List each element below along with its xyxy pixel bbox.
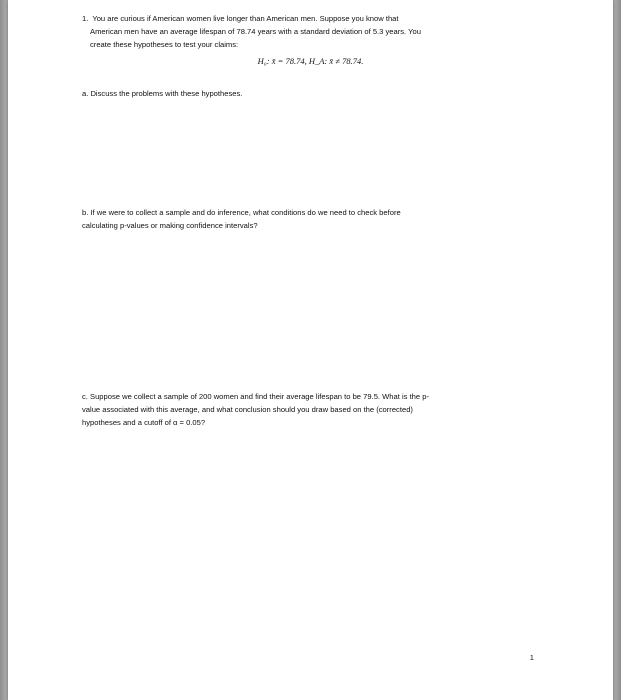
question-1-line-3: create these hypotheses to test your claims:: [90, 40, 239, 49]
question-c-line-3: hypotheses and a cutoff of α = 0.05?: [82, 418, 206, 427]
question-1-number: 1.: [82, 14, 89, 23]
question-1-line-2: American men have an average lifespan of 78.74 years with a standard deviation of 5.3 years. You: [90, 27, 421, 36]
question-1: [82, 12, 532, 51]
hypotheses-equation: H₀: x̄ = 78.74, H_A: x̄ ≠ 78.74.: [257, 56, 364, 66]
question-1-text: You are curious if American women live longer than American men. Suppose you know that: [92, 14, 399, 23]
question-c: [82, 390, 552, 429]
question-b-line-2: calculating p-values or making confidence intervals?: [82, 221, 258, 230]
question-c-line-2: value associated with this average, and what conclusion should you draw based on the (corrected): [82, 405, 413, 414]
question-c-line-1: c. Suppose we collect a sample of 200 women and find their average lifespan to be 79.5. What is the p-: [82, 392, 429, 401]
question-b: [82, 206, 542, 232]
question-1-line-1: [82, 12, 532, 25]
document-page: [8, 0, 613, 700]
question-a-text: a. Discuss the problems with these hypotheses.: [82, 89, 243, 98]
question-a: [82, 87, 242, 100]
page-number: 1: [529, 653, 534, 662]
question-b-line-1: b. If we were to collect a sample and do inference, what conditions do we need to check before: [82, 208, 401, 217]
